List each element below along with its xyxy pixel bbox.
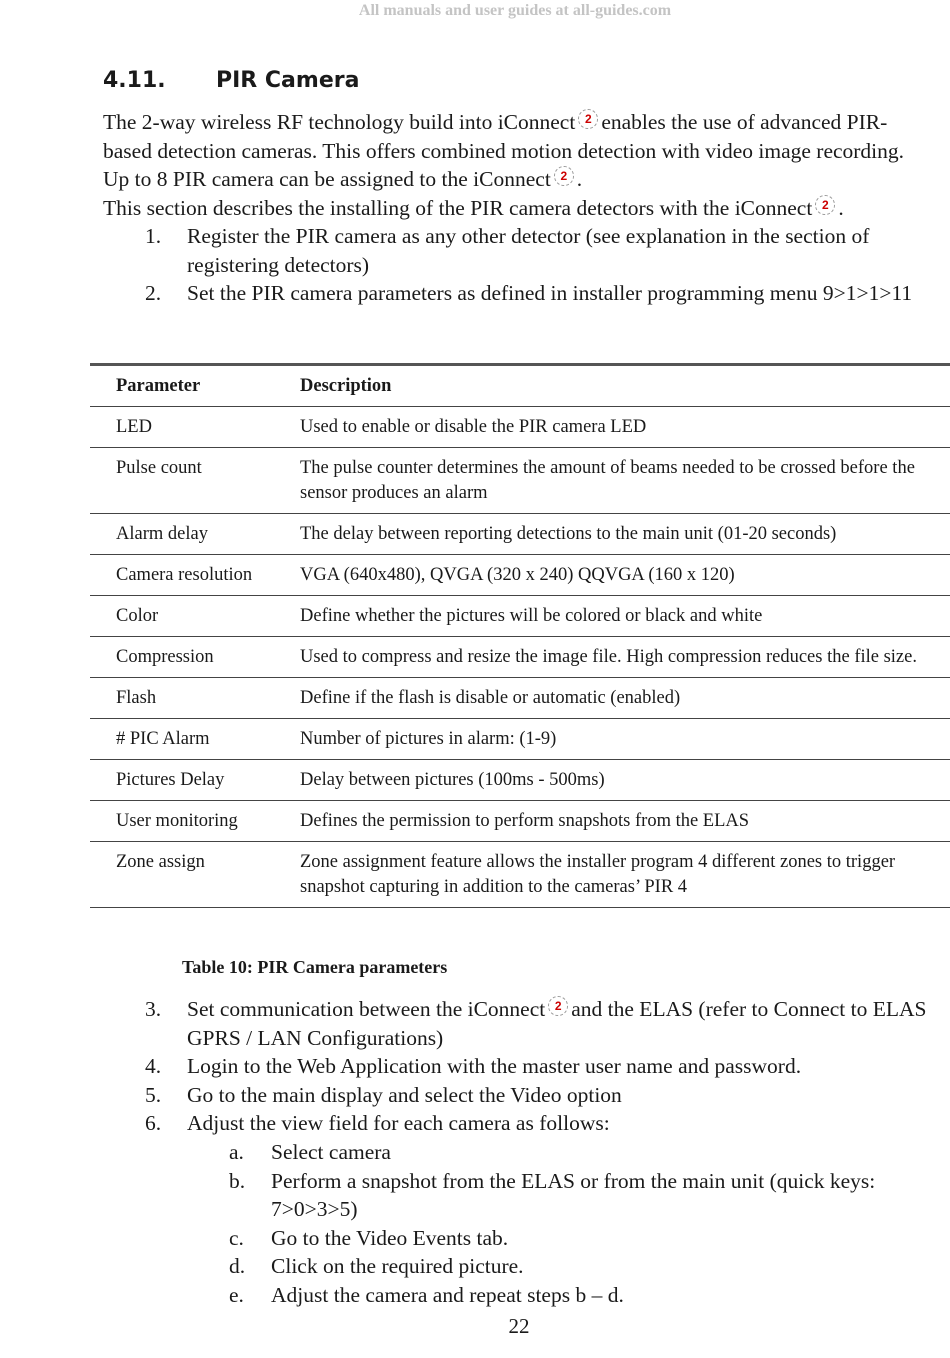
parameter-cell: Zone assign (116, 852, 205, 872)
sub-list-item (103, 1252, 933, 1281)
table-row (90, 842, 950, 908)
section-number: 4.11. (103, 68, 166, 93)
description-cell: VGA (640x480), QVGA (320 x 240) QQVGA (160 x 120) (300, 565, 735, 585)
parameter-cell: Compression (116, 647, 214, 667)
parameter-cell: Alarm delay (116, 524, 208, 544)
column-header: Description (300, 376, 392, 396)
item-text: Go to the Video Events tab. (271, 1225, 509, 1250)
list-item (103, 279, 933, 308)
item-number: 1. (145, 224, 162, 248)
text: and the ELAS (refer to Connect to ELAS GPRS / LAN Configurations) (187, 997, 927, 1050)
description-cell: Define if the flash is disable or automatic (enabled) (300, 688, 681, 708)
intro-paragraph (103, 108, 933, 222)
table-row (90, 514, 950, 555)
description-cell: Used to enable or disable the PIR camera LED (300, 417, 647, 437)
sub-list-item (103, 1138, 933, 1167)
parameter-cell: User monitoring (116, 811, 238, 831)
item-letter: e. (229, 1282, 244, 1307)
table-row (90, 719, 950, 760)
item-text: Select camera (271, 1139, 391, 1164)
text: Set communication between the iConnect (187, 997, 546, 1021)
parameter-cell: LED (116, 417, 152, 437)
item-text: Perform a snapshot from the ELAS or from the main unit (quick keys: 7>0>3>5) (271, 1168, 876, 1222)
description-cell: The pulse counter determines the amount of beams needed to be crossed before the sensor produces an alarm (300, 458, 915, 503)
page-number: 22 (508, 1314, 530, 1338)
item-text (187, 995, 933, 1052)
description-cell: Delay between pictures (100ms - 500ms) (300, 770, 605, 790)
iconnect-2-icon: 2 (578, 109, 598, 129)
item-text: Register the PIR camera as any other detector (see explanation in the section of registering detectors) (187, 224, 870, 277)
item-letter: d. (229, 1254, 246, 1279)
table-row (90, 637, 950, 678)
text: enables the use of advanced PIR-based detection cameras. This offers combined motion detection with video image recording. Up to 8 PIR camera can be assigned to the iConnect (103, 110, 905, 192)
item-text: Set the PIR camera parameters as defined in installer programming menu 9>1>1>11 (187, 281, 913, 306)
iconnect-2-icon: 2 (554, 166, 574, 186)
description-cell: Used to compress and resize the image file. High compression reduces the file size. (300, 647, 917, 667)
item-letter: c. (229, 1225, 244, 1250)
section-title: PIR Camera (216, 68, 360, 93)
list-item (103, 995, 933, 1052)
description-cell: Zone assignment feature allows the installer program 4 different zones to trigger snapshot capturing in addition to the cameras’ PIR 4 (300, 852, 896, 897)
list-item (103, 1052, 933, 1081)
item-number: 5. (145, 1082, 162, 1107)
list-item (103, 222, 933, 279)
table-row (90, 596, 950, 637)
description-cell: Define whether the pictures will be colored or black and white (300, 606, 763, 626)
item-text: Click on the required picture. (271, 1254, 524, 1279)
item-text: Go to the main display and select the Video option (187, 1082, 622, 1107)
table-row (90, 760, 950, 801)
watermark: All manuals and user guides at all-guides.com (358, 2, 672, 19)
table-row (90, 678, 950, 719)
list-item (103, 1109, 933, 1138)
parameter-cell: Pulse count (116, 458, 202, 478)
column-header: Parameter (116, 376, 201, 396)
description-cell: Number of pictures in alarm: (1-9) (300, 729, 557, 749)
parameter-cell: Pictures Delay (116, 770, 225, 790)
table-row (90, 448, 950, 514)
parameter-cell: Color (116, 606, 159, 626)
text: . (838, 195, 844, 220)
text: . (576, 167, 583, 192)
pir-parameters-table (90, 363, 950, 908)
item-letter: b. (229, 1168, 246, 1193)
section-heading (103, 68, 359, 93)
sub-list-item (103, 1281, 933, 1310)
table-row (90, 801, 950, 842)
item-text: Adjust the view field for each camera as follows: (187, 1111, 610, 1136)
description-cell: Defines the permission to perform snapshots from the ELAS (300, 811, 750, 831)
description-cell: The delay between reporting detections to the main unit (01-20 seconds) (300, 524, 837, 544)
parameter-cell: # PIC Alarm (116, 729, 210, 749)
item-text: Login to the Web Application with the master user name and password. (187, 1054, 802, 1079)
item-number: 4. (145, 1054, 162, 1079)
item-letter: a. (229, 1139, 244, 1164)
item-number: 6. (145, 1111, 162, 1136)
iconnect-2-icon: 2 (815, 195, 835, 215)
iconnect-2-icon: 2 (548, 996, 568, 1016)
item-number: 2. (145, 281, 162, 306)
table-caption: Table 10: PIR Camera parameters (182, 957, 448, 977)
sub-list-item (103, 1224, 933, 1253)
item-number: 3. (145, 997, 162, 1021)
text: The 2-way wireless RF technology build into iConnect (103, 110, 576, 134)
parameter-cell: Flash (116, 688, 157, 708)
steps-list-1 (103, 222, 933, 308)
table-row (90, 407, 950, 448)
text: This section describes the installing of the PIR camera detectors with the iConnect (103, 195, 813, 220)
table-row (90, 555, 950, 596)
sub-list-item (103, 1167, 933, 1224)
steps-list-2 (103, 995, 933, 1310)
table-header-row (90, 365, 950, 407)
list-item (103, 1081, 933, 1110)
item-text: Adjust the camera and repeat steps b – d. (271, 1282, 624, 1307)
parameter-cell: Camera resolution (116, 565, 253, 585)
